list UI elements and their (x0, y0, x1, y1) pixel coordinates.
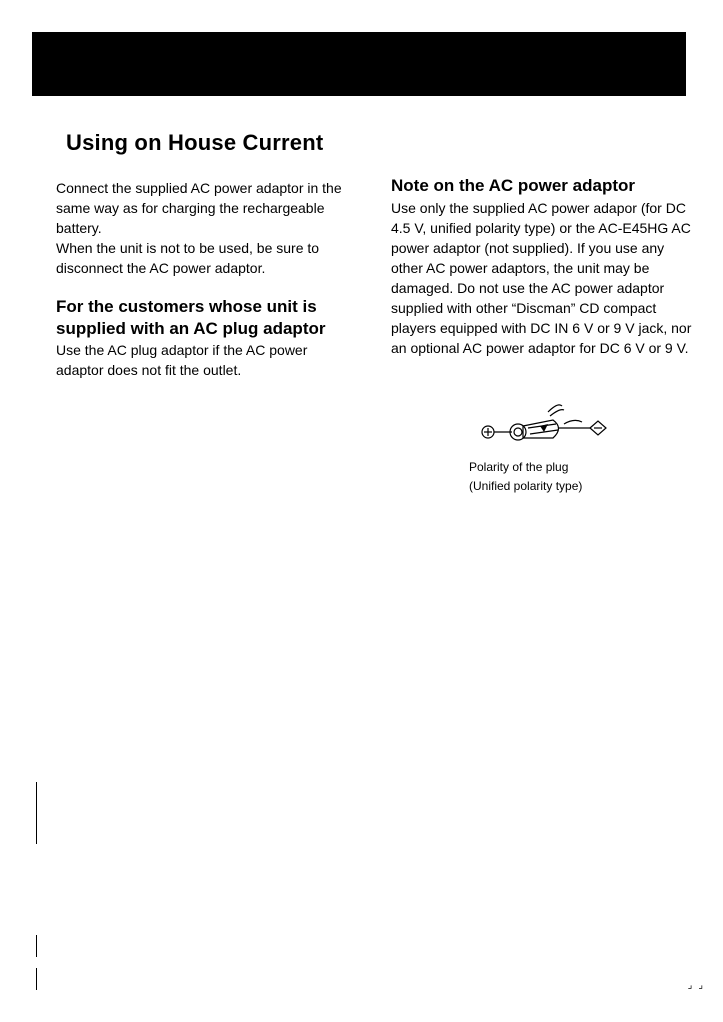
left-column (56, 178, 356, 380)
corner-marks: ⌟⌟ (687, 980, 709, 991)
caption-line-2: (Unified polarity type) (469, 479, 583, 493)
ac-adaptor-note-paragraph: Use only the supplied AC power adapor (for DC 4.5 V, unified polarity type) or the AC-E45HG AC power adaptor (not supplied). If you use any other AC power adaptors, the unit may be damaged. Do not use the AC power adaptor supplied with other “Discman” CD compact players equipped with DC IN 6 V or 9 V jack, nor an optional AC power adaptor for DC 6 V or 9 V. (391, 200, 692, 356)
page-edge-mark (36, 935, 37, 957)
header-black-bar (32, 32, 686, 96)
polarity-plug-icon (478, 398, 623, 448)
figure-caption (469, 458, 582, 496)
page-edge-mark (36, 968, 37, 990)
page-edge-mark (36, 782, 37, 844)
disconnect-paragraph: When the unit is not to be used, be sure to disconnect the AC power adaptor. (56, 240, 320, 276)
right-column (391, 175, 696, 358)
page-title: Using on House Current (66, 130, 324, 155)
plug-adaptor-paragraph: Use the AC plug adaptor if the AC power adaptor does not fit the outlet. (56, 342, 308, 378)
ac-adaptor-note-heading: Note on the AC power adaptor (391, 176, 635, 195)
caption-line-1: Polarity of the plug (469, 460, 569, 474)
plug-adaptor-heading: For the customers whose unit is supplied with an AC plug adaptor (56, 297, 326, 338)
intro-paragraph: Connect the supplied AC power adaptor in the same way as for charging the rechargeable battery. (56, 180, 342, 236)
